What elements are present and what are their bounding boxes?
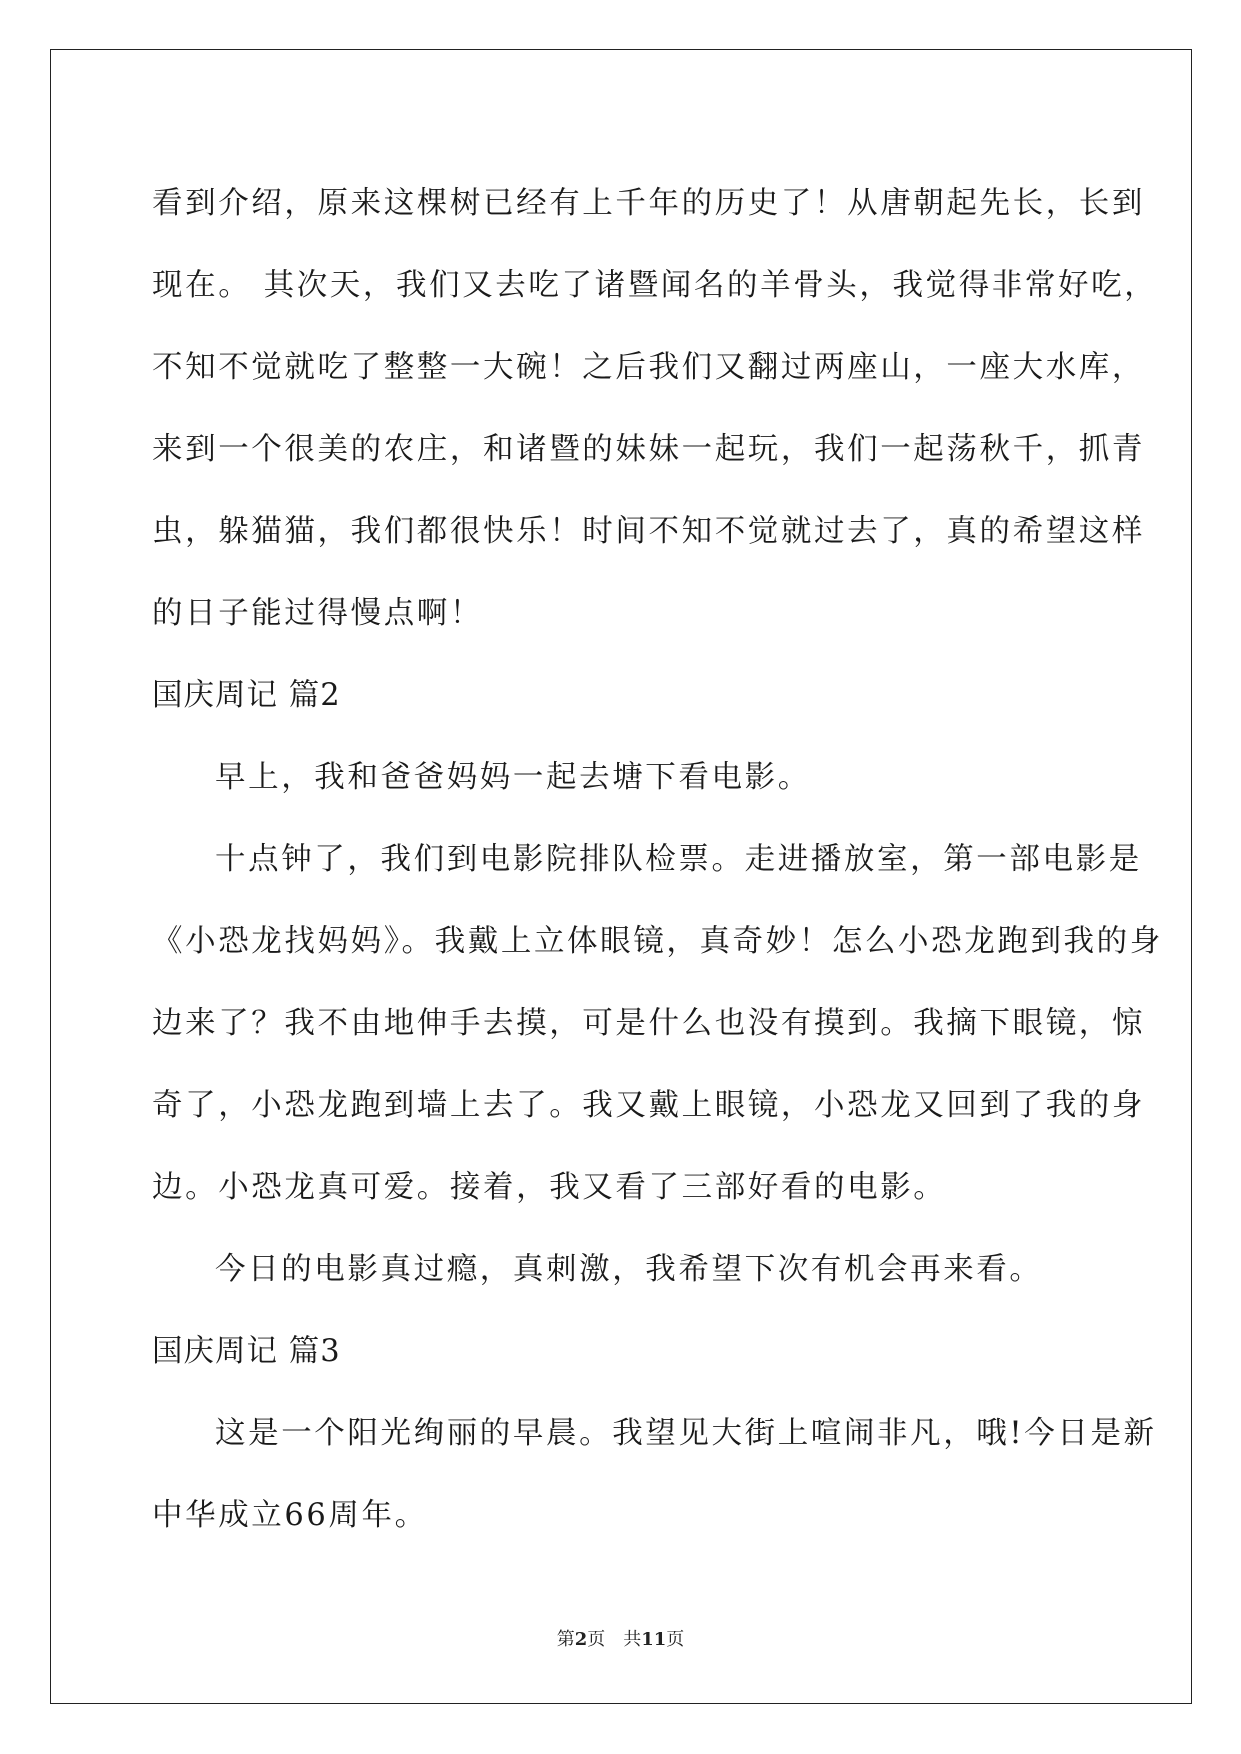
paragraph-start: 这是一个阳光绚丽的早晨。我望见大街上喧闹非凡，哦!今日是新 (215, 1416, 1157, 1451)
text-line: 边来了？我不由地伸手去摸，可是什么也没有摸到。我摘下眼镜，惊 (152, 1006, 1145, 1041)
current-page-number: 2 (574, 1629, 588, 1650)
text-line: 不知不觉就吃了整整一大碗！之后我们又翻过两座山，一座大水库， (152, 350, 1145, 385)
paragraph-start: 今日的电影真过瘾，真刺激，我希望下次有机会再来看。 (215, 1252, 1043, 1287)
text-line: 中华成立66周年。 (152, 1498, 428, 1533)
text-line: 现在。 其次天，我们又去吃了诸暨闻名的羊骨头，我觉得非常好吃， (152, 268, 1158, 303)
page-footer (0, 1628, 1241, 1652)
paragraph-start: 早上，我和爸爸妈妈一起去塘下看电影。 (215, 760, 811, 795)
section-heading: 国庆周记 篇2 (152, 678, 341, 713)
section-heading: 国庆周记 篇3 (152, 1334, 341, 1369)
total-pages-number: 11 (641, 1629, 667, 1650)
text-line: 奇了，小恐龙跑到墙上去了。我又戴上眼镜，小恐龙又回到了我的身 (152, 1088, 1145, 1123)
page-suffix: 页 (666, 1629, 685, 1650)
document-body (152, 163, 1163, 1557)
page-prefix: 第 (556, 1629, 575, 1650)
page-mid: 页 共 (587, 1629, 642, 1650)
text-line: 边。小恐龙真可爱。接着，我又看了三部好看的电影。 (152, 1170, 947, 1205)
text-line: 虫，躲猫猫，我们都很快乐！时间不知不觉就过去了，真的希望这样 (152, 514, 1145, 549)
text-line: 看到介绍，原来这棵树已经有上千年的历史了！从唐朝起先长，长到 (152, 186, 1145, 221)
text-line: 的日子能过得慢点啊！ (152, 596, 483, 631)
text-line: 《小恐龙找妈妈》。我戴上立体眼镜，真奇妙！怎么小恐龙跑到我的身 (152, 924, 1163, 959)
paragraph-start: 十点钟了，我们到电影院排队检票。走进播放室，第一部电影是 (215, 842, 1142, 877)
text-line: 来到一个很美的农庄，和诸暨的妹妹一起玩，我们一起荡秋千，抓青 (152, 432, 1145, 467)
